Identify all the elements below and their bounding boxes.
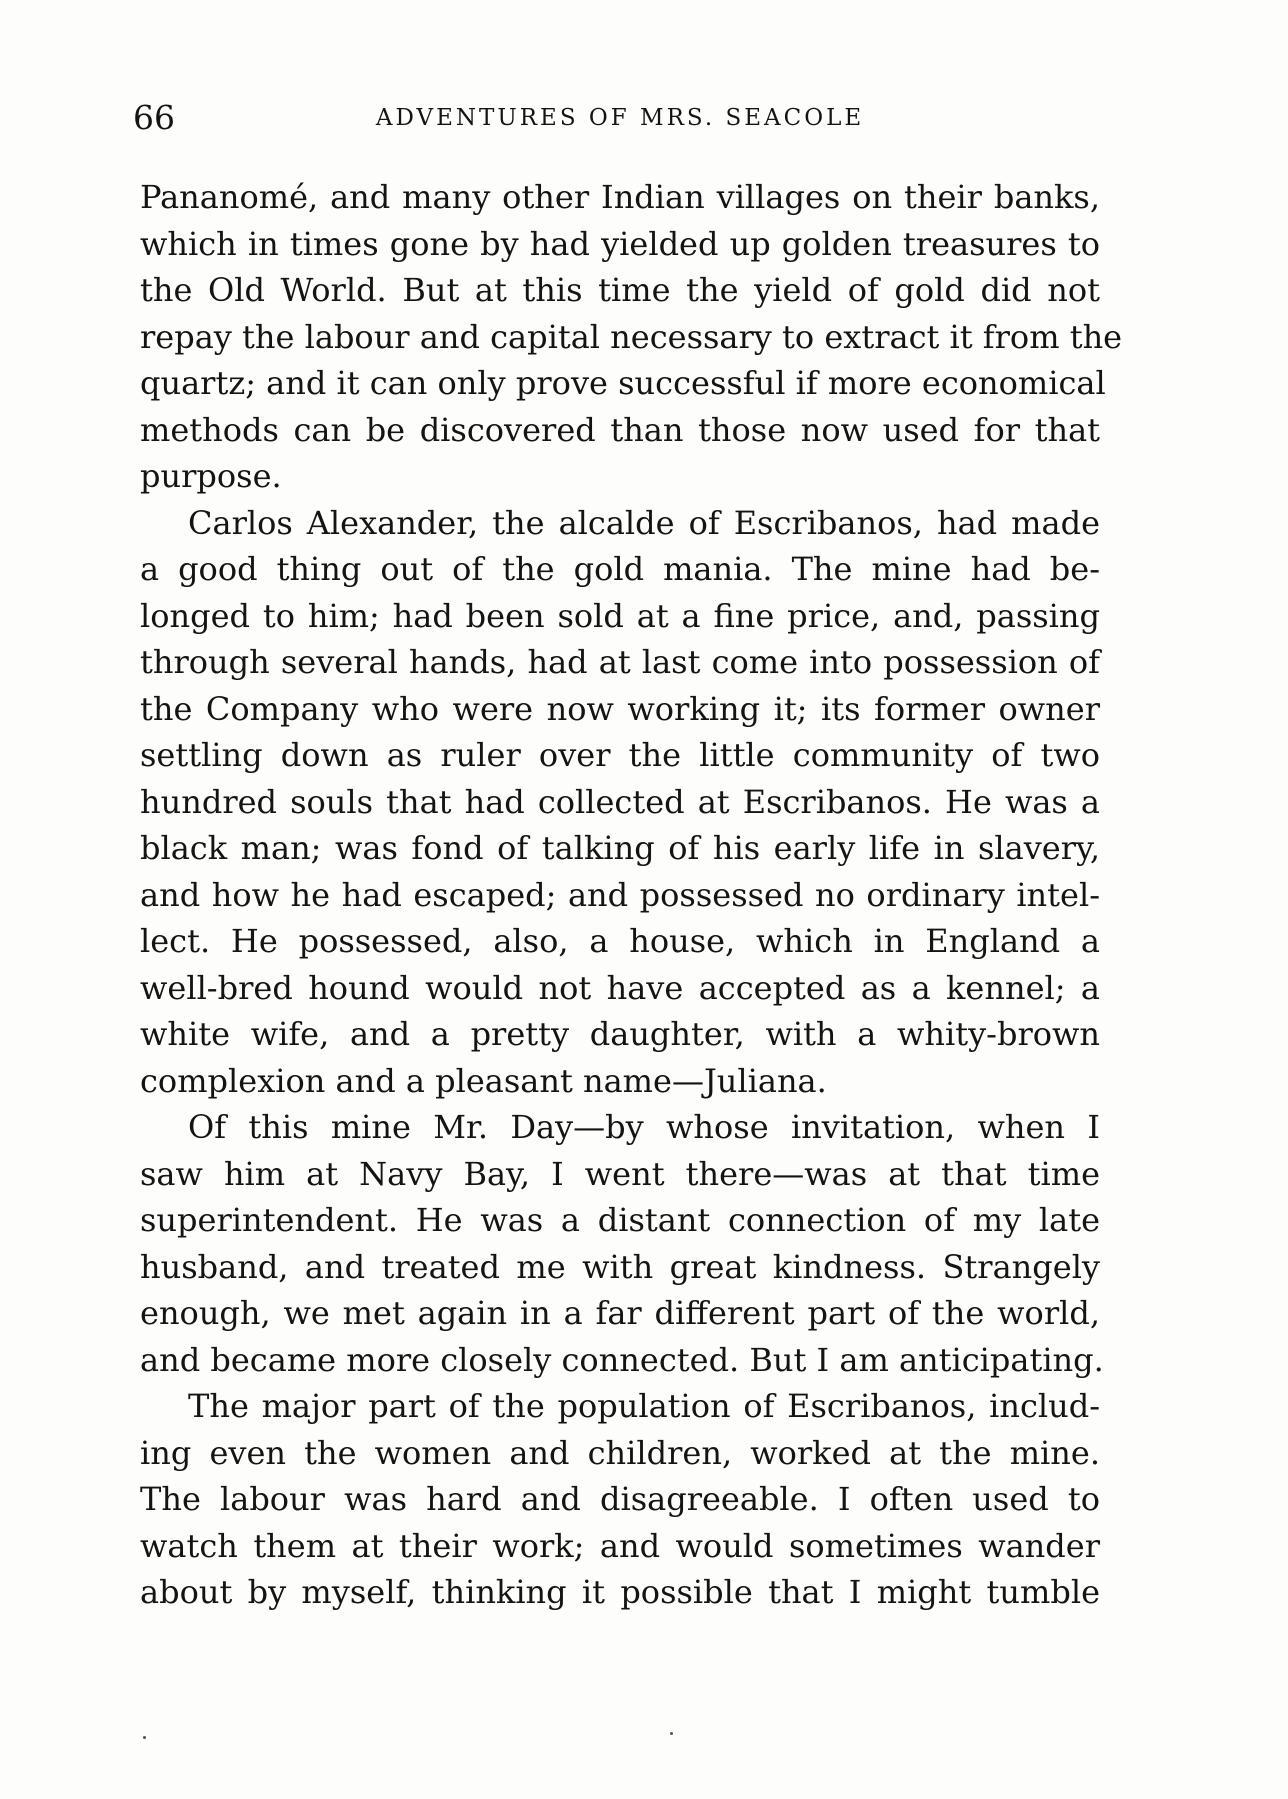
text-line: longed to him; had been sold at a fine price, and, passing <box>140 596 1100 635</box>
text-line: white wife, and a pretty daughter, with a whity-brown <box>140 1015 1100 1053</box>
text-line: Pananomé, and many other Indian villages on their banks, <box>140 178 1100 216</box>
text-line: the Old World. But at this time the yield of gold did not <box>140 271 1100 309</box>
text-line: The major part of the population of Escribanos, includ- <box>188 1387 1100 1425</box>
text-line: complexion and a pleasant name—Juliana. <box>140 1061 827 1100</box>
text-line: Carlos Alexander, the alcalde of Escribanos, had made <box>188 503 1100 542</box>
text-line: methods can be discovered than those now used for that <box>140 410 1100 449</box>
text-line: superintendent. He was a distant connection of my late <box>140 1201 1100 1239</box>
text-line: enough, we met again in a far different part of the world, <box>140 1294 1100 1332</box>
page-number: 66 <box>133 98 175 137</box>
text-line: black man; was fond of talking of his early life in slavery, <box>140 829 1100 867</box>
text-line: Of this mine Mr. Day—by whose invitation, when I <box>188 1108 1100 1146</box>
text-line: about by myself, thinking it possible that I might tumble <box>140 1573 1100 1611</box>
text-line: the Company who were now working it; its former owner <box>140 689 1100 728</box>
text-line: settling down as ruler over the little community of two <box>140 736 1100 774</box>
text-line: quartz; and it can only prove successful if more economical <box>140 364 1106 402</box>
text-line: well-bred hound would not have accepted as a kennel; a <box>140 968 1100 1007</box>
text-line: The labour was hard and disagreeable. I often used to <box>140 1480 1100 1518</box>
body-text <box>140 174 1123 1616</box>
text-line: purpose. <box>140 457 282 495</box>
text-line: watch them at their work; and would sometimes wander <box>140 1526 1100 1565</box>
text-line: ing even the women and children, worked at the mine. <box>140 1433 1100 1472</box>
text-line: saw him at Navy Bay, I went there—was at that time <box>140 1154 1100 1193</box>
running-title: ADVENTURES OF MRS. SEACOLE <box>375 105 865 131</box>
print-speck <box>670 1732 673 1735</box>
print-speck <box>143 1736 146 1739</box>
text-line: and became more closely connected. But I am anticipating. <box>140 1340 1104 1379</box>
text-line: a good thing out of the gold mania. The mine had be- <box>140 550 1100 588</box>
text-line: hundred souls that had collected at Escribanos. He was a <box>140 782 1100 821</box>
text-line: repay the labour and capital necessary to extract it from the <box>140 317 1123 356</box>
text-line: which in times gone by had yielded up golden treasures to <box>140 224 1100 263</box>
page-header <box>133 98 1107 138</box>
text-line: through several hands, had at last come into possession of <box>140 643 1100 681</box>
text-line: lect. He possessed, also, a house, which in England a <box>140 922 1100 960</box>
text-line: and how he had escaped; and possessed no ordinary intel- <box>140 875 1100 914</box>
text-line: husband, and treated me with great kindness. Strangely <box>140 1247 1100 1286</box>
